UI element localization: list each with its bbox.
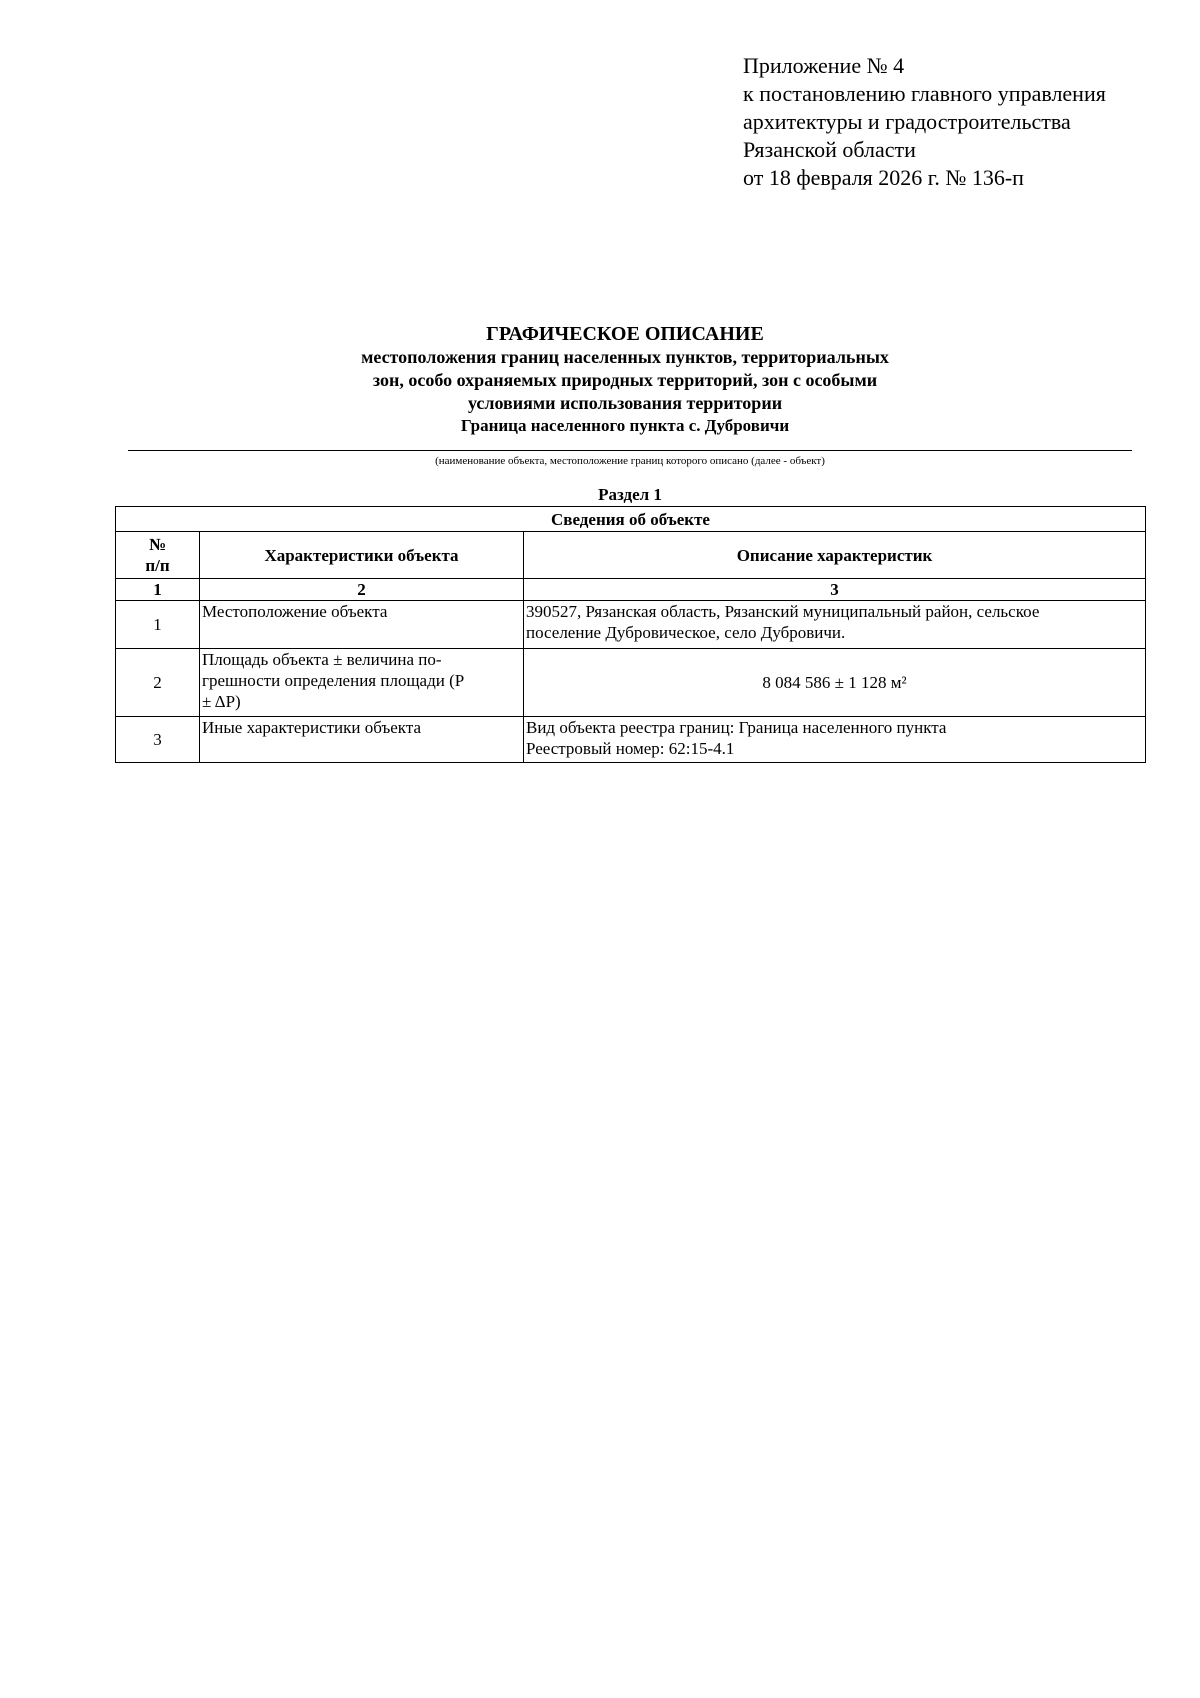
- document-title: ГРАФИЧЕСКОЕ ОПИСАНИЕ: [486, 323, 764, 345]
- object-name-caption: (наименование объекта, местоположение границ которого описано (далее - объект): [435, 455, 825, 467]
- row-description: [524, 601, 1146, 649]
- row-description-line: 390527, Рязанская область, Рязанский муниципальный район, сельское: [526, 602, 1040, 621]
- table-header-row: [116, 532, 1146, 579]
- header-number-label: п/п: [145, 556, 170, 575]
- row-number: 1: [116, 601, 200, 649]
- row-number: 2: [116, 649, 200, 717]
- column-number: 1: [116, 579, 200, 601]
- column-number: 3: [524, 579, 1146, 601]
- row-description: [524, 717, 1146, 763]
- appendix-block: [743, 52, 1106, 192]
- section-title: Раздел 1: [598, 485, 662, 504]
- row-characteristic-line: грешности определения площади (Р: [202, 671, 465, 690]
- document-subtitle-line: местоположения границ населенных пунктов, территориальных: [361, 347, 889, 367]
- column-numbers-row: [116, 579, 1146, 601]
- row-characteristic: [200, 601, 524, 649]
- document-subtitle-line: условиями использования территории: [467, 393, 783, 413]
- document-subtitle-line: зон, особо охраняемых природных территорий, зон с особыми: [372, 370, 878, 390]
- appendix-line: Приложение № 4: [743, 53, 905, 78]
- table-row: [116, 649, 1146, 717]
- object-info-table: [115, 506, 1146, 763]
- row-characteristic: [200, 649, 524, 717]
- table-row: [116, 717, 1146, 763]
- row-number: 3: [116, 717, 200, 763]
- row-description-line: 8 084 586 ± 1 128 м²: [762, 673, 907, 692]
- appendix-line: от 18 февраля 2026 г. № 136-п: [743, 165, 1024, 190]
- header-characteristics: Характеристики объекта: [200, 532, 524, 579]
- header-number: [116, 532, 200, 579]
- appendix-line: к постановлению главного управления: [743, 81, 1106, 106]
- object-name-underline: [128, 450, 1132, 451]
- column-number: 2: [200, 579, 524, 601]
- row-characteristic: [200, 717, 524, 763]
- row-characteristic-line: Иные характеристики объекта: [202, 718, 422, 737]
- row-description-line: поселение Дубровическое, село Дубровичи.: [526, 623, 846, 642]
- appendix-line: Рязанской области: [743, 137, 916, 162]
- row-description-line: Вид объекта реестра границ: Граница населенного пункта: [526, 718, 947, 737]
- row-description-line: Реестровый номер: 62:15-4.1: [526, 739, 735, 758]
- table-row: [116, 601, 1146, 649]
- row-characteristic-line: ± ΔР): [202, 692, 241, 711]
- appendix-line: архитектуры и градостроительства: [743, 109, 1071, 134]
- table-title: Сведения об объекте: [116, 507, 1146, 532]
- header-number-symbol: №: [148, 535, 167, 554]
- row-characteristic-line: Площадь объекта ± величина по-: [202, 650, 442, 669]
- document-title-block: [115, 322, 1135, 436]
- row-description: [524, 649, 1146, 717]
- row-characteristic-line: Местоположение объекта: [202, 602, 388, 621]
- object-name: Граница населенного пункта с. Дубровичи: [460, 416, 790, 435]
- header-description: Описание характеристик: [524, 532, 1146, 579]
